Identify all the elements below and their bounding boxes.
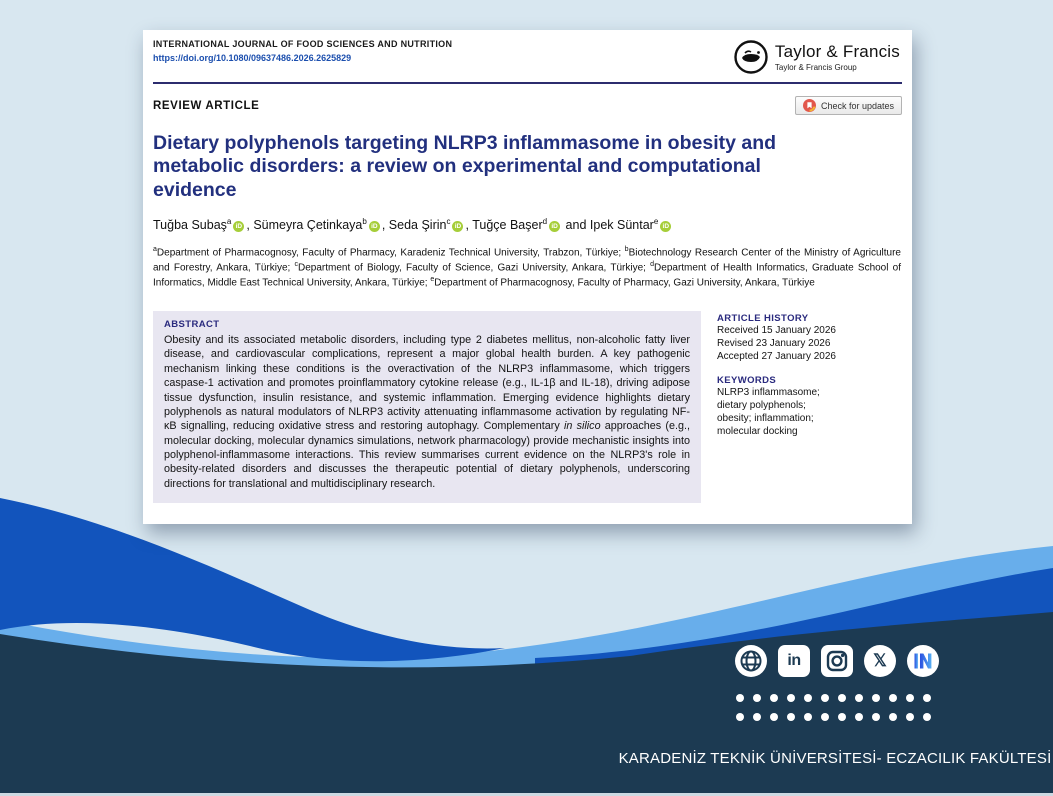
article-history-heading: ARTICLE HISTORY	[717, 313, 809, 325]
instagram-icon[interactable]	[821, 645, 853, 677]
affiliation-text: Department of Biology, Faculty of Science, Gazi University, Ankara, Türkiye;	[297, 262, 651, 274]
abstract-heading: ABSTRACT	[164, 319, 220, 331]
author-separator: ,	[246, 218, 254, 233]
author-name[interactable]: Sümeyra Çetinkaya	[253, 218, 363, 233]
keywords-heading: KEYWORDS	[717, 374, 777, 386]
author-name[interactable]: Ipek Süntar	[589, 218, 654, 233]
publisher-group: Taylor & Francis Group	[774, 63, 857, 72]
author-affiliation-mark: e	[653, 217, 659, 227]
x-twitter-icon[interactable]: 𝕏	[864, 645, 896, 677]
doi-link[interactable]: https://doi.org/10.1080/09637486.2026.2625829	[153, 53, 352, 63]
author-name[interactable]: Tuğba Subaş	[153, 218, 227, 233]
author-separator: ,	[465, 218, 473, 233]
author-affiliation-mark: a	[226, 217, 232, 227]
keyword-line: dietary polyphenols;	[717, 399, 806, 411]
linkedin-icon[interactable]: in	[778, 645, 810, 677]
affiliation-text: Department of Pharmacognosy, Faculty of Pharmacy, Karadeniz Technical University, Trabzon, Türkiye;	[156, 247, 625, 259]
orcid-icon[interactable]: iD	[369, 221, 380, 232]
affiliation-mark: a	[153, 246, 157, 254]
author-affiliation-mark: d	[542, 217, 548, 227]
article-first-page	[143, 30, 912, 524]
author-name[interactable]: Tuğçe Başer	[472, 218, 543, 233]
orcid-icon[interactable]: iD	[233, 221, 244, 232]
history-revised: Revised 23 January 2026	[717, 338, 831, 350]
abstract-text-part: approaches (e.g., molecular docking, molecular dynamics simulations, network pharmacology) provide mechanistic insights into polyphenol-inflammasome interactions. This review summarises current evidence on the NLRP3's role in obesity-related disorders and discusses the therapeutic potential of dietary polyphenols, underscoring directions for translational and multidisciplinary research.	[164, 420, 691, 490]
author-separator: ,	[381, 218, 389, 233]
author-name[interactable]: Seda Şirin	[388, 218, 447, 233]
affiliation-text: Department of Pharmacognosy, Faculty of Pharmacy, Gazi University, Ankara, Türkiye	[434, 277, 815, 289]
abstract-italic-phrase: in silico	[564, 420, 601, 433]
author-separator: and	[562, 218, 590, 233]
affiliations	[153, 245, 901, 290]
abstract-box	[153, 311, 701, 503]
taylor-francis-logo	[733, 39, 900, 75]
orcid-icon[interactable]: iD	[549, 221, 560, 232]
affiliation-text: Biotechnology Research Center of the Ministry of Agriculture and Forestry, Ankara, Türkiye;	[153, 247, 901, 274]
affiliation-mark: d	[650, 261, 655, 269]
keyword-line: NLRP3 inflammasome;	[717, 386, 820, 398]
university-name: KARADENİZ TEKNİK ÜNİVERSİTESİ- ECZACILIK FAKÜLTESİ	[618, 750, 1052, 767]
affiliation-text: Department of Health Informatics, Graduate School of Informatics, Middle East Technical University, Ankara, Türkiye;	[153, 262, 902, 289]
article-title: Dietary polyphenols targeting NLRP3 inflammasome in obesity and metabolic disorders: a review on experimental and computational evidence	[153, 132, 777, 201]
article-meta-column	[717, 311, 895, 503]
dot-grid-decoration	[736, 694, 934, 721]
journal-header	[153, 39, 452, 63]
journal-title: INTERNATIONAL JOURNAL OF FOOD SCIENCES AND NUTRITION	[153, 39, 453, 49]
affiliation-mark: e	[430, 276, 435, 284]
history-accepted: Accepted 27 January 2026	[717, 351, 836, 363]
check-for-updates-button[interactable]	[795, 96, 902, 115]
header-divider	[153, 82, 902, 84]
keyword-line: obesity; inflammation;	[717, 413, 814, 425]
article-type-label: REVIEW ARTICLE	[153, 99, 260, 112]
taylor-francis-ship-icon	[733, 39, 769, 75]
abstract-text-part: Obesity and its associated metabolic disorders, including type 2 diabetes mellitus, non-alcoholic fatty liver disease, and cardiovascular complications, represent a major global health burden. A key pathogenic mechanism linking these conditions is the overactivation of the NLRP3 inflammasome, which triggers caspase-1 activation and promotes proinflammatory cytokine release (e.g., IL-1β and IL-18), driving adipose tissue dysfunction, insulin resistance, and systemic inflammation. Emerging evidence highlights dietary polyphenols as natural modulators of NLRP3 activity attenuating inflammasome activation by regulating NF-κB signalling, reducing oxidative stress and restoring autophagy. Complementary	[164, 334, 690, 433]
check-for-updates-label: Check for updates	[820, 100, 894, 111]
affiliation-mark: b	[624, 246, 629, 254]
social-icons-row	[735, 645, 939, 677]
author-list	[153, 217, 902, 232]
website-icon[interactable]	[735, 645, 767, 677]
affiliation-mark: c	[294, 261, 298, 269]
history-received: Received 15 January 2026	[717, 325, 836, 337]
crossmark-icon	[803, 99, 816, 112]
publisher-name: Taylor & Francis	[774, 42, 900, 61]
abstract-text	[164, 333, 690, 491]
keyword-line: molecular docking	[717, 426, 798, 438]
author-affiliation-mark: b	[362, 217, 367, 227]
orcid-icon[interactable]: iD	[452, 221, 463, 232]
n-social-icon[interactable]	[907, 645, 939, 677]
orcid-icon[interactable]: iD	[660, 221, 671, 232]
author-affiliation-mark: c	[446, 217, 451, 227]
